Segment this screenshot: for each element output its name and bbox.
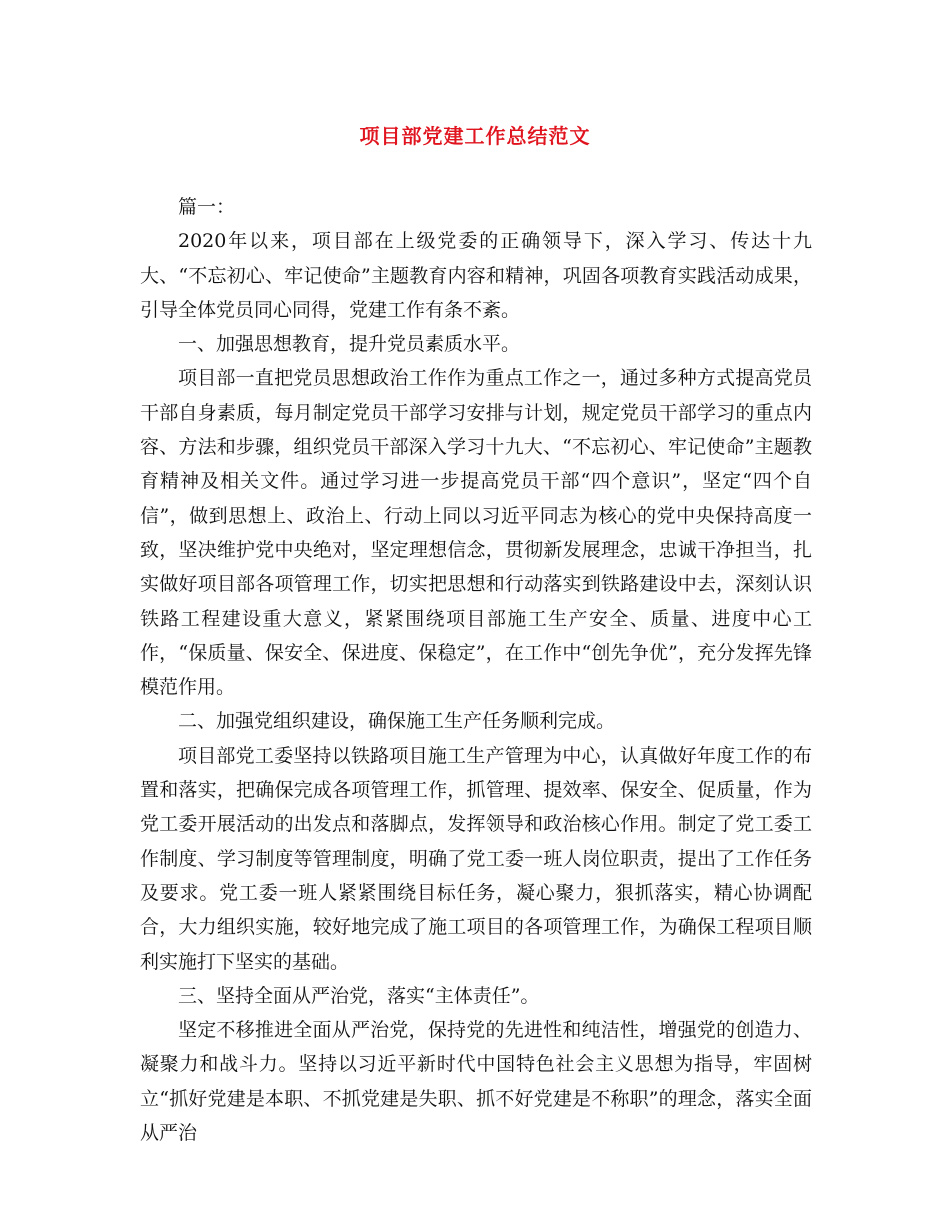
paragraph-intro: 2020年以来，项目部在上级党委的正确领导下，深入学习、传达十九大、“不忘初心、牢记使命”主题教育内容和精神，巩固各项教育实践活动成果，引导全体党员同心同得，党建工作有条不紊。: [140, 230, 812, 321]
paragraph-section-1: 项目部一直把党员思想政治工作作为重点工作之一，通过多种方式提高党员干部自身素质，每月制定党员干部学习安排与计划，规定党员干部学习的重点内容、方法和步骤，组织党员干部深入学习十九大、“不忘初心、牢记使命”主题教育精神及相关文件。通过学习进一步提高党员干部“四个意识”，坚定“四个自信”，做到思想上、政治上、行动上同以习近平同志为核心的党中央保持高度一致，坚决维护党中央绝对，坚定理想信念，贯彻新发展理念，忠诚干净担当，扎实做好项目部各项管理工作，切实把思想和行动落实到铁路建设中去，深刻认识铁路工程建设重大意义，紧紧围绕项目部施工生产安全、质量、进度中心工作，“保质量、保安全、保进度、保稳定”，在工作中“创先争优”，充分发挥先锋模范作用。: [140, 367, 812, 699]
document-title: 项目部党建工作总结范文: [359, 124, 591, 148]
heading-section-2: 二、加强党组织建设，确保施工生产任务顺利完成。: [178, 710, 616, 733]
document-body: [140, 190, 812, 1150]
heading-section-1: 一、加强思想教育，提升党员素质水平。: [178, 333, 521, 356]
paragraph-section-2: 项目部党工委坚持以铁路项目施工生产管理为中心，认真做好年度工作的布置和落实，把确保完成各项管理工作，抓管理、提效率、保安全、促质量，作为党工委开展活动的出发点和落脚点，发挥领导和政治核心作用。制定了党工委工作制度、学习制度等管理制度，明确了党工委一班人岗位职责，提出了工作任务及要求。党工委一班人紧紧围绕目标任务，凝心聚力，狠抓落实，精心协调配合，大力组织实施，较好地完成了施工项目的各项管理工作，为确保工程项目顺利实施打下坚实的基础。: [140, 744, 812, 973]
paragraph-section-3: 坚定不移推进全面从严治党，保持党的先进性和纯洁性，增强党的创造力、凝聚力和战斗力。坚持以习近平新时代中国特色社会主义思想为指导，牢固树立“抓好党建是本职、不抓党建是失职、抓不好党建是不称职”的理念，落实全面从严治: [140, 1019, 812, 1145]
heading-section-3: 三、坚持全面从严治党，落实“主体责任”。: [178, 984, 540, 1007]
paragraph-section-label: 篇一：: [178, 196, 236, 218]
